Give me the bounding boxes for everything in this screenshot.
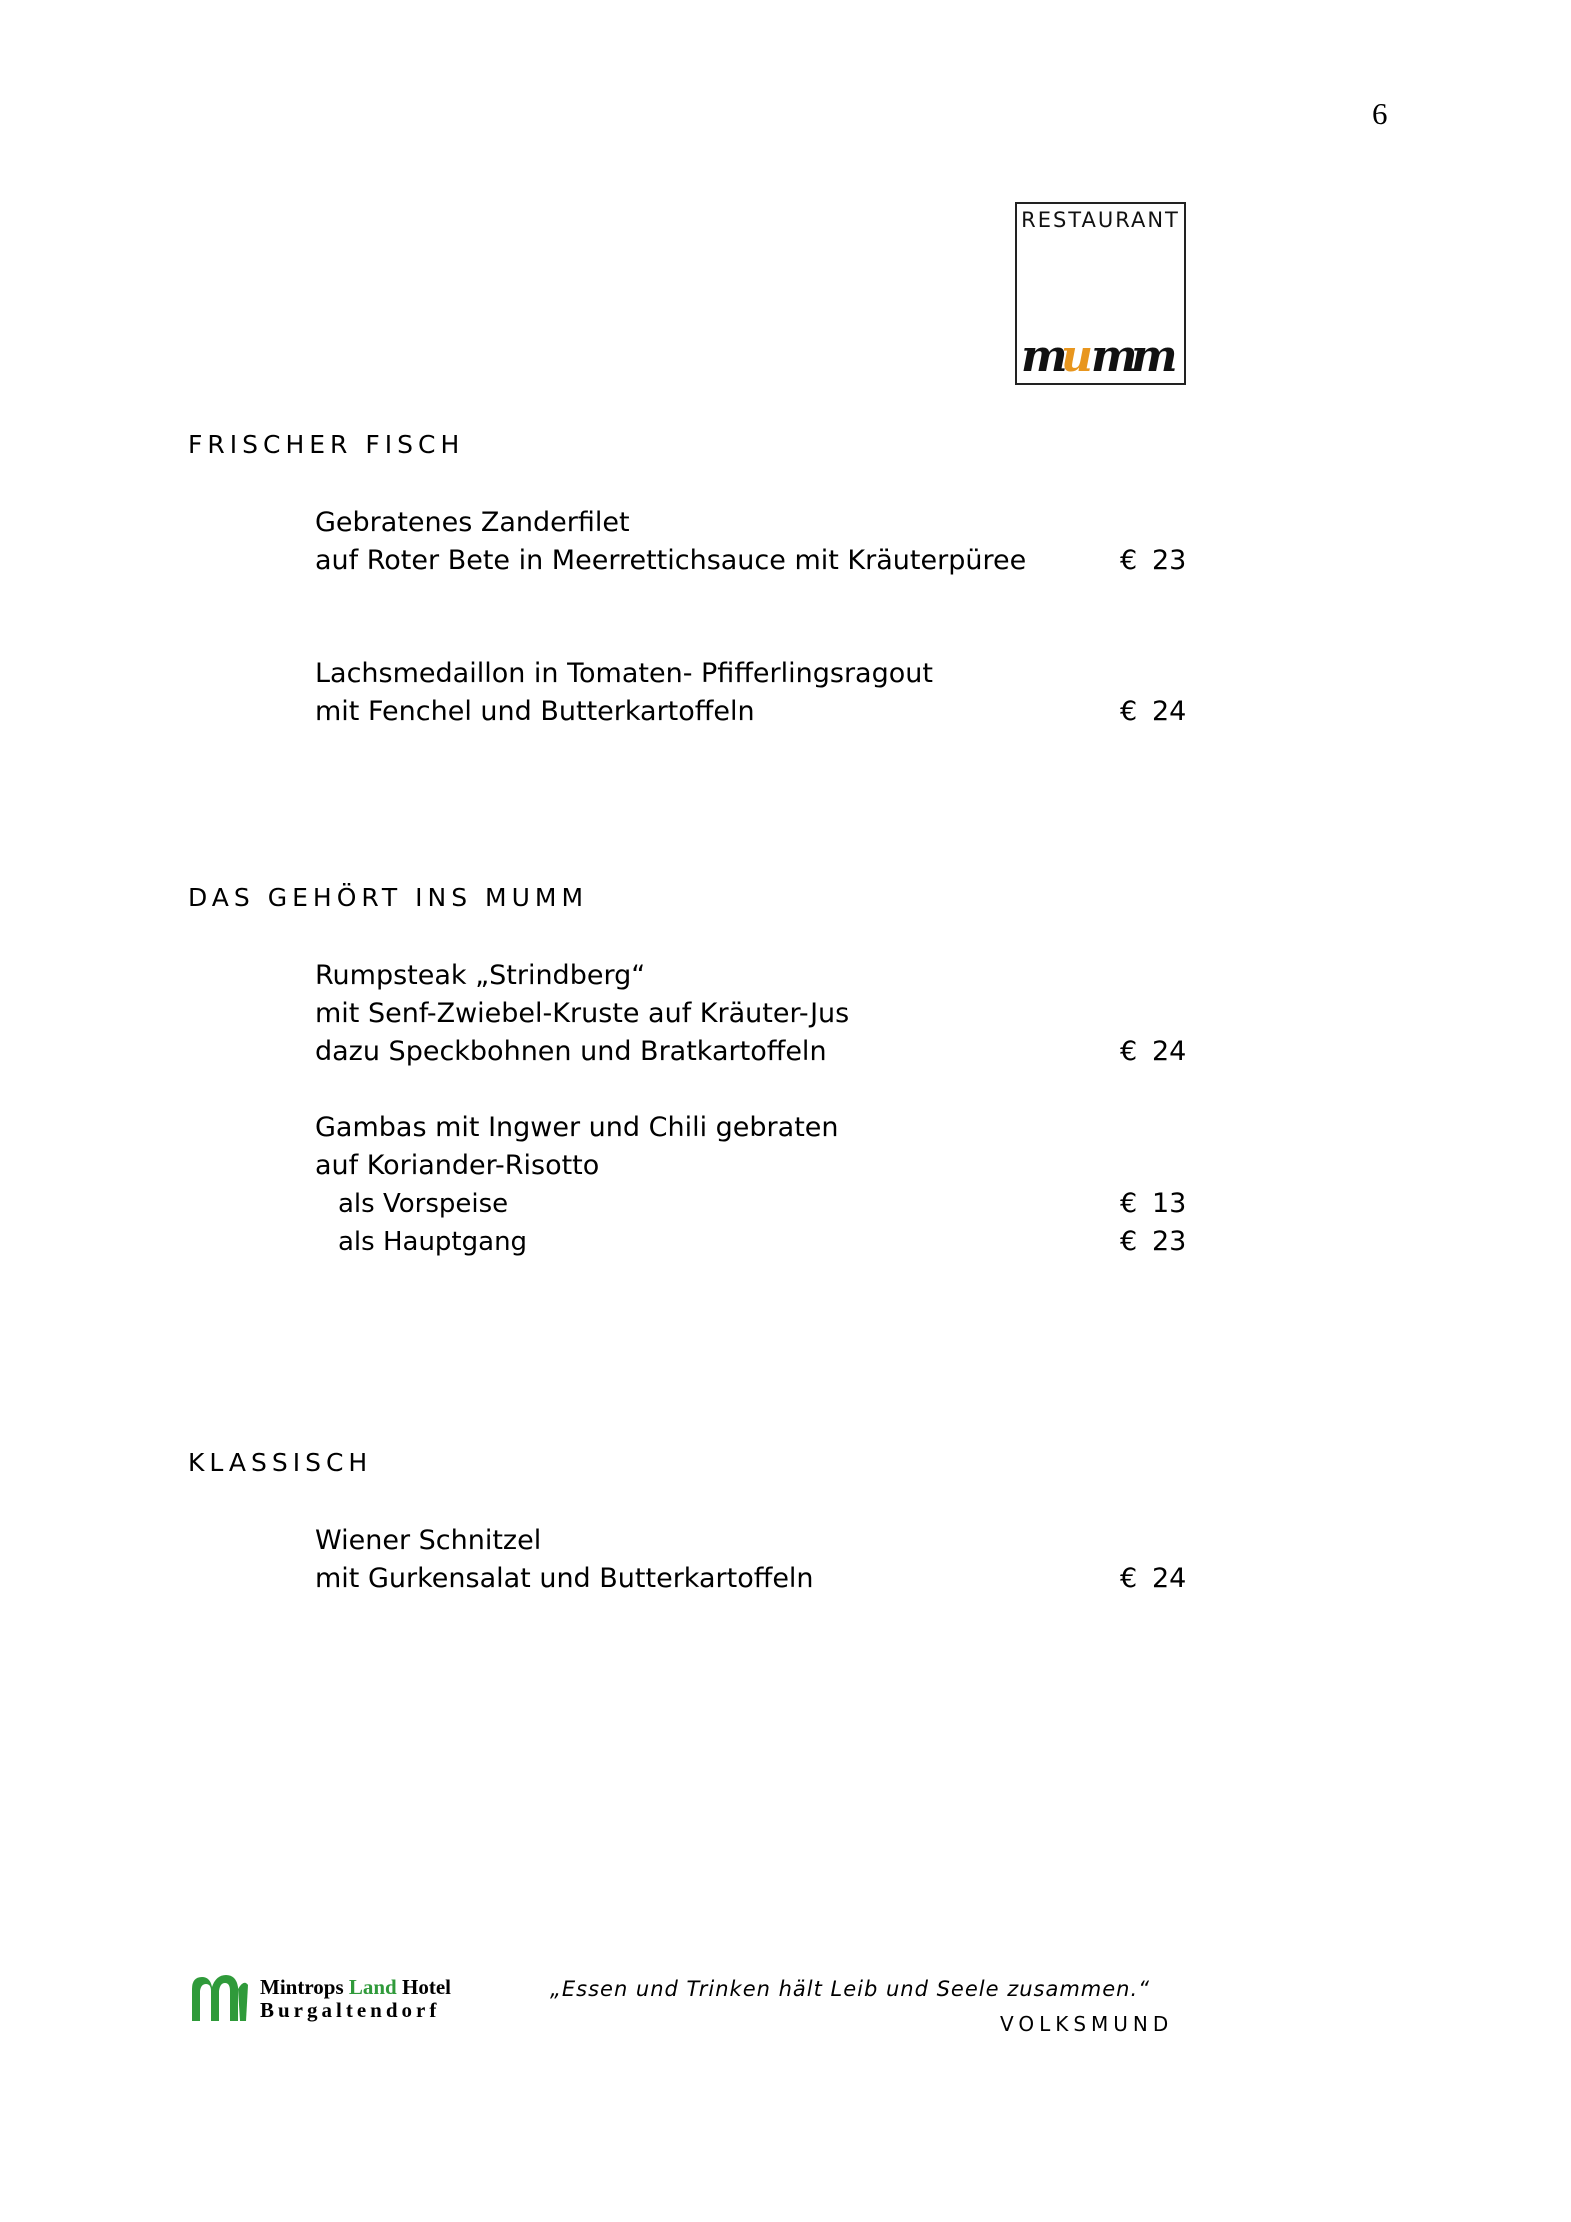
- section-title-klassisch: KLASSISCH: [188, 1448, 373, 1477]
- hotel-place: Burgaltendorf: [260, 1998, 441, 2022]
- dish-line: Lachsmedaillon in Tomaten- Pfifferlingsragout: [315, 658, 933, 689]
- dish-zanderfilet: [315, 504, 1190, 580]
- dish-option: [315, 1223, 1190, 1261]
- logo-restaurant-text: RESTAURANT: [1021, 208, 1180, 232]
- section-title-das-gehoert-ins-mumm: DAS GEHÖRT INS MUMM: [188, 883, 589, 912]
- price-value: 24: [1152, 696, 1187, 727]
- svg-text:m: m: [1131, 331, 1178, 379]
- svg-text:m: m: [1021, 331, 1068, 379]
- hotel-name-part: Mintrops: [260, 1975, 344, 1999]
- currency-symbol: €: [1120, 545, 1138, 576]
- option-label: als Vorspeise: [338, 1189, 509, 1219]
- dish-line: [315, 1560, 1190, 1598]
- page-number: 6: [1372, 96, 1388, 131]
- dish-line: [315, 693, 1190, 731]
- dish-line: Gebratenes Zanderfilet: [315, 507, 630, 538]
- dish-line: Gambas mit Ingwer und Chili gebraten: [315, 1112, 839, 1143]
- currency-symbol: €: [1120, 1226, 1138, 1257]
- price-value: 23: [1152, 1226, 1187, 1257]
- dish-line: auf Koriander-Risotto: [315, 1150, 600, 1181]
- dish-line-text: auf Roter Bete in Meerrettichsauce mit Kräuterpüree: [315, 545, 1027, 576]
- hotel-m-logo-icon: [188, 1969, 250, 2029]
- logo-mumm-wordmark: [1019, 331, 1182, 379]
- dish-line: [315, 542, 1190, 580]
- dish-line-text: mit Gurkensalat und Butterkartoffeln: [315, 1563, 814, 1594]
- footer-quote: „Essen und Trinken hält Leib und Seele zusammen.“: [550, 1977, 1151, 2001]
- currency-symbol: €: [1120, 1188, 1138, 1219]
- svg-text:u: u: [1061, 331, 1093, 379]
- hotel-name: [260, 1975, 451, 2000]
- svg-text:m: m: [1091, 331, 1138, 379]
- price-value: 24: [1152, 1036, 1187, 1067]
- option-label: als Hauptgang: [338, 1227, 528, 1257]
- dish-price: [1120, 1560, 1190, 1598]
- currency-symbol: €: [1120, 1563, 1138, 1594]
- dish-line: mit Senf-Zwiebel-Kruste auf Kräuter-Jus: [315, 998, 850, 1029]
- dish-line-text: mit Fenchel und Butterkartoffeln: [315, 696, 755, 727]
- dish-gambas: [315, 1109, 1190, 1261]
- dish-lachsmedaillon: [315, 655, 1190, 731]
- dish-price: [1120, 693, 1190, 731]
- dish-price: [1120, 1223, 1190, 1261]
- price-value: 24: [1152, 1563, 1187, 1594]
- dish-line: Rumpsteak „Strindberg“: [315, 960, 646, 991]
- dish-rumpsteak: [315, 957, 1190, 1071]
- price-value: 23: [1152, 545, 1187, 576]
- restaurant-logo: [1015, 202, 1186, 385]
- hotel-name-part-green: Land: [348, 1975, 397, 1999]
- hotel-name-part: Hotel: [402, 1975, 451, 1999]
- hotel-logo: [188, 1975, 468, 2030]
- dish-option: [315, 1185, 1190, 1223]
- dish-price: [1120, 1185, 1190, 1223]
- dish-line: Wiener Schnitzel: [315, 1525, 542, 1556]
- price-value: 13: [1152, 1188, 1187, 1219]
- dish-line-text: dazu Speckbohnen und Bratkartoffeln: [315, 1036, 827, 1067]
- footer-quote-source: VOLKSMUND: [1000, 2012, 1174, 2036]
- dish-price: [1120, 1033, 1190, 1071]
- dish-wiener-schnitzel: [315, 1522, 1190, 1598]
- dish-line: [315, 1033, 1190, 1071]
- currency-symbol: €: [1120, 1036, 1138, 1067]
- section-title-frischer-fisch: FRISCHER FISCH: [188, 430, 465, 459]
- dish-price: [1120, 542, 1190, 580]
- currency-symbol: €: [1120, 696, 1138, 727]
